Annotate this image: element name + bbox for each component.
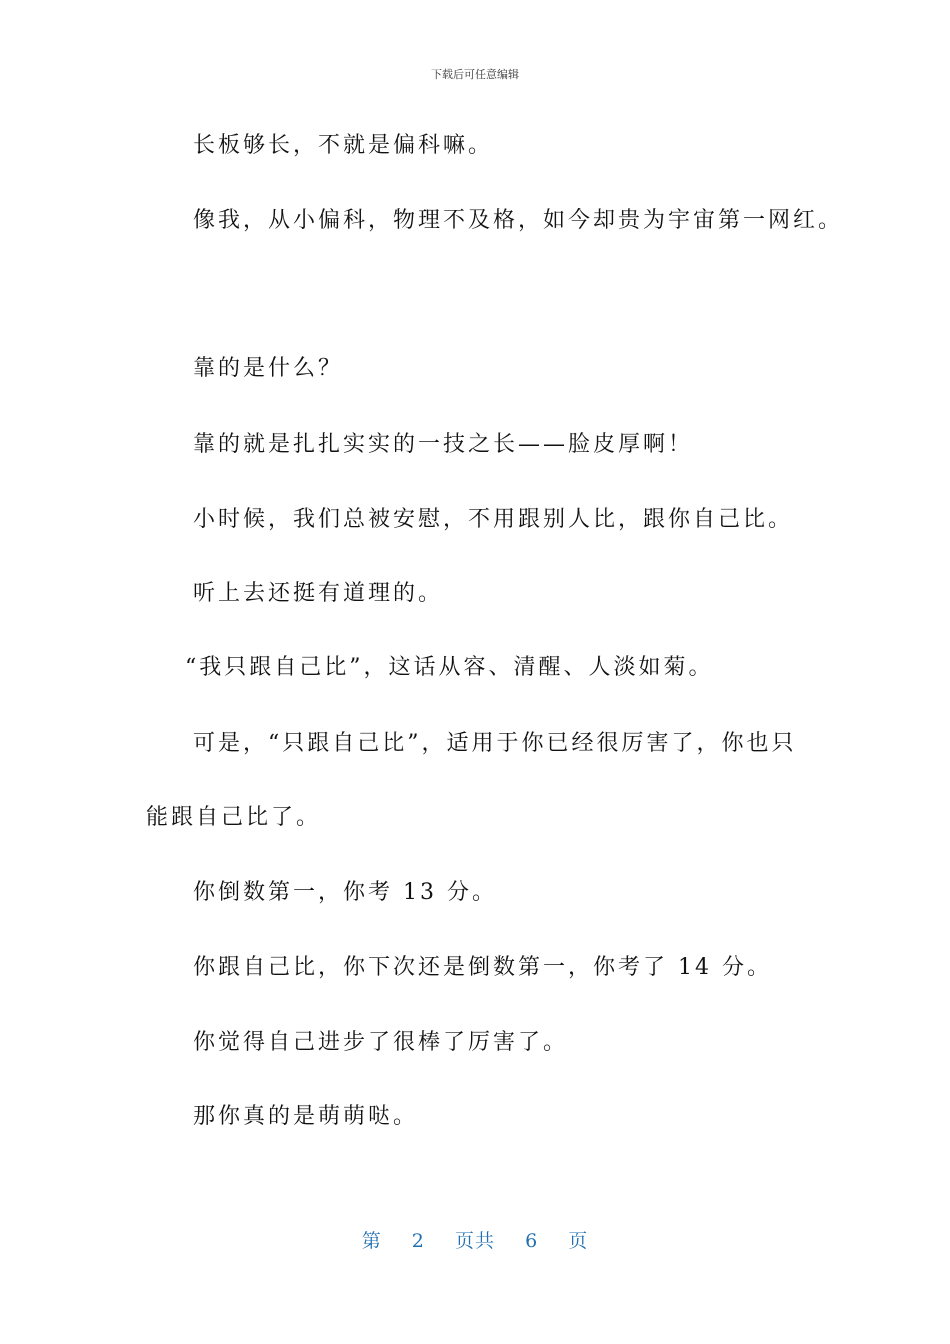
paragraph: 靠的就是扎扎实实的一技之长——脸皮厚啊！ [193,432,694,457]
paragraph: 那你真的是萌萌哒。 [193,1104,419,1129]
page-footer [0,1226,950,1253]
footer-prefix: 第 [361,1230,382,1252]
paragraph: 可是，“只跟自己比”，适用于你已经很厉害了，你也只 [193,731,797,756]
page-header: 下载后可任意编辑 [431,68,519,81]
current-page-number: 2 [411,1230,425,1252]
footer-middle: 页共 [454,1230,495,1252]
paragraph: 靠的是什么？ [193,356,344,381]
paragraph: 像我，从小偏科，物理不及格，如今却贵为宇宙第一网红。 [193,208,844,233]
paragraph: 你跟自己比，你下次还是倒数第一，你考了 14 分。 [193,955,772,980]
paragraph-continuation: 能跟自己比了。 [146,805,322,830]
paragraph: 你倒数第一，你考 13 分。 [193,880,497,905]
paragraph: 小时候，我们总被安慰，不用跟别人比，跟你自己比。 [193,507,794,532]
paragraph: 你觉得自己进步了很棒了厉害了。 [193,1030,569,1055]
total-pages-number: 6 [525,1230,539,1252]
paragraph: “我只跟自己比”，这话从容、清醒、人淡如菊。 [185,655,714,680]
paragraph: 长板够长，不就是偏科嘛。 [193,133,494,158]
footer-suffix: 页 [568,1230,589,1252]
paragraph: 听上去还挺有道理的。 [193,581,444,606]
